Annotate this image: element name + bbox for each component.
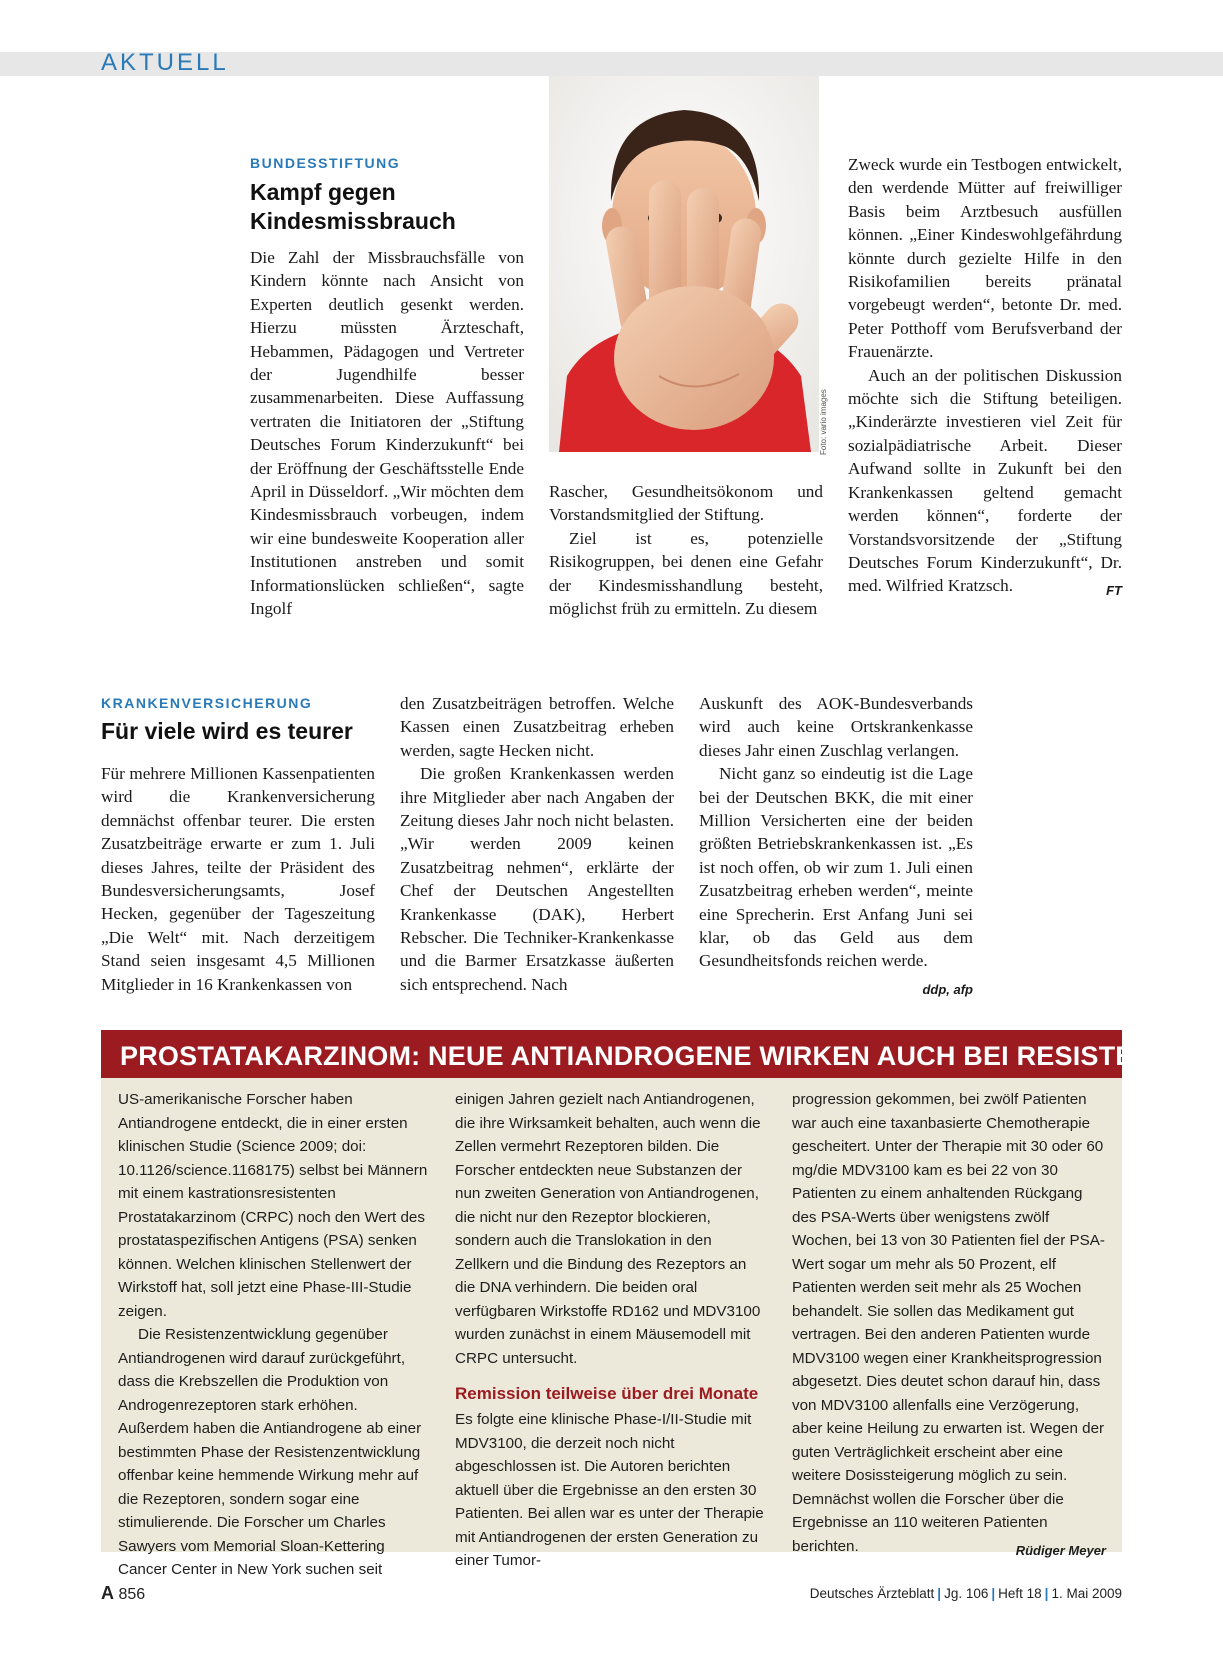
section-label: AKTUELL — [101, 49, 229, 76]
article1-column-1 — [250, 246, 524, 624]
journal-issue: Heft 18 — [998, 1586, 1042, 1601]
page-number-value: 856 — [118, 1586, 146, 1603]
article-photo — [549, 76, 819, 452]
article3-col2-p2: Es folgte eine klinische Phase-I/II-Studie mit MDV3100, die derzeit noch nicht abgeschlossen ist. Die Autoren berichten aktuell über die Ergebnisse an den ersten 30 Patienten. Bei allen war es unter der Therapie mit Antiandrogenen der ersten Generation zu einer Tumor- — [455, 1411, 764, 1569]
article2-col3-p1: Auskunft des AOK-Bundesverbands wird auch keine Ortskrankenkasse dieses Jahr einen Zuschlag verlangen. — [699, 694, 973, 760]
article3-col3-text: progression gekommen, bei zwölf Patienten war auch eine taxanbasierte Chemotherapie gescheitert. Unter der Therapie mit 30 oder 60 mg/die MDV3100 kam es bei 22 von 30 Patienten zu einem anhaltenden Rückgang des PSA-Werts über wenigstens zwölf Wochen, bei 13 von 30 Patienten fiel der PSA-Wert sogar um mehr als 50 Prozent, elf Patienten werden seit mehr als 25 Wochen behandelt. Sie sollen das Medikament gut vertragen. Bei den anderen Patienten wurde MDV3100 wegen einer Krankheitsprogression abgesetzt. Dies deutet schon darauf hin, dass von MDV3100 allenfalls eine Verzögerung, aber keine Heilung zu erwarten ist. Wegen der guten Verträglichkeit erscheint aber eine weitere Dosissteigerung möglich zu sein. Demnächst wollen die Forscher über die Ergebnisse an 110 weiteren Patienten berichten. — [792, 1091, 1105, 1555]
journal-volume: Jg. 106 — [944, 1586, 989, 1601]
article3-signature: Rüdiger Meyer — [1015, 1542, 1106, 1558]
article1-title-line1: Kampf gegen — [250, 179, 396, 205]
footer-separator: | — [937, 1586, 942, 1601]
article2-col2-p2: Die großen Krankenkassen werden ihre Mitglieder aber nach Angaben der Zeitung dieses Jahr noch nicht belasten. „Wir werden 2009 keinen Zusatzbeitrag nehmen“, erklärte der Chef der Deutschen Angestellten Krankenkasse (DAK), Herbert Rebscher. Die Techniker-Krankenkasse und die Barmer Ersatzkasse äußerten sich entsprechend. Nach — [400, 764, 674, 994]
article2-col1-text: Für mehrere Millionen Kassenpatienten wird die Krankenversicherung demnächst offenbar teurer. Die ersten Zusatzbeiträge erwarte er zum 1. Juli dieses Jahres, teilte der Präsident des Bundesversicherungsamts, Josef Hecken, gegenüber der Tageszeitung „Die Welt“ mit. Nach derzeitigem Stand seien insgesamt 4,5 Millionen Mitglieder in 16 Krankenkassen von — [101, 764, 375, 994]
article1-col3-p2-wrap — [848, 364, 1122, 598]
article1-kicker: BUNDESSTIFTUNG — [250, 155, 401, 171]
article3-column-1 — [118, 1088, 432, 1578]
article2-col3-p2-wrap — [699, 762, 973, 997]
article1-column-3 — [848, 153, 1122, 625]
article1-title-line2: Kindesmissbrauch — [250, 208, 456, 234]
journal-footer — [810, 1586, 1122, 1601]
article2-column-3 — [699, 692, 973, 998]
article3-col3-wrap — [792, 1088, 1106, 1558]
article2-title: Für viele wird es teurer — [101, 718, 353, 744]
article3-col1-p1: US-amerikanische Forscher haben Antiandrogene entdeckt, die in einer ersten klinischen Studie (Science 2009; doi: 10.1126/science.1168175) selbst bei Männern mit einem kastrationsresistenten Prostatakarzinom (CRPC) noch den Wert des prostataspezifischen Antigens (PSA) senken können. Welchen klinischen Stellenwert der Wirkstoff hat, soll jetzt eine Phase-III-Studie zeigen. — [118, 1091, 428, 1320]
footer-separator: | — [1044, 1586, 1049, 1601]
article2-signature: ddp, afp — [922, 981, 973, 997]
page-prefix: A — [101, 1583, 114, 1603]
article1-signature: FT — [1106, 583, 1122, 599]
article3-column-2 — [455, 1088, 769, 1569]
page-number — [101, 1583, 145, 1604]
article3-column-3 — [792, 1088, 1106, 1558]
article1-col2-p1: Rascher, Gesundheitsökonom und Vorstandsmitglied der Stiftung. — [549, 482, 823, 525]
journal-name: Deutsches Ärzteblatt — [809, 1586, 935, 1601]
article3-col2-p1: einigen Jahren gezielt nach Antiandrogenen, die ihre Wirksamkeit behalten, auch wenn die Zellen vermehrt Rezeptoren bilden. Die Forscher entdeckten neue Substanzen der nun zweiten Generation von Antiandrogenen, die nicht nur den Rezeptor blockieren, sondern auch die Translokation in den Zellkern und die Bindung des Rezeptors an die DNA verhindern. Die beiden oral verfügbaren Wirkstoffe RD162 und MDV3100 wurden zunächst in einem Mäusemodell mit CRPC untersucht. — [455, 1091, 761, 1367]
article2-column-2 — [400, 692, 674, 998]
footer-separator: | — [991, 1586, 996, 1601]
boy-hand-photo — [549, 76, 819, 452]
article2-col3-p2: Nicht ganz so eindeutig ist die Lage bei der Deutschen BKK, die mit einer Million Versicherten eine der beiden größten Betriebskrankenkassen ist. „Es ist noch offen, ob wir zum 1. Juli einen Zusatzbeitrag erheben werden“, meinte eine Sprecherin. Erst Anfang Juni sei klar, ob das Geld aus dem Gesundheitsfonds reichen werde. — [699, 764, 973, 971]
journal-date: 1. Mai 2009 — [1051, 1586, 1122, 1601]
article2-col2-p1: den Zusatzbeiträgen betroffen. Welche Kassen einen Zusatzbeitrag erheben werden, sagte Hecken nicht. — [400, 694, 674, 760]
photo-credit: Foto: vario images — [819, 389, 828, 455]
article1-col1-text: Die Zahl der Missbrauchsfälle von Kindern könnte nach Ansicht von Experten deutlich gesenkt werden. Hierzu müssten Ärzteschaft, Hebammen, Pädagogen und Vertreter der Jugendhilfe besser zusammenarbeiten. Diese Auffassung vertraten die Initiatoren der „Stiftung Deutsches Forum Kinderzukunft“ bei der Eröffnung der Geschäftsstelle Ende April in Düsseldorf. „Wir möchten dem Kindesmissbrauch vorbeugen, indem wir eine bundesweite Kooperation aller Institutionen anstreben und somit Informationslücken schließen“, sagte Ingolf — [250, 248, 524, 619]
article1-col3-p2: Auch an der politischen Diskussion möchte sich die Stiftung beteiligen. „Kinderärzte investieren viel Zeit für sozialpädiatrische Arbeit. Dieser Aufwand sollte in Zukunft bei den Krankenkassen geltend gemacht werden können“, forderte der Vorstandsvorsitzende der „Stiftung Deutsches Forum Kinderzukunft“, Dr. med. Wilfried Kratzsch. — [848, 365, 1122, 596]
article1-title — [250, 178, 530, 236]
article1-column-2 — [549, 480, 823, 625]
article1-col3-p1: Zweck wurde ein Testbogen entwickelt, den werdende Mütter auf freiwilliger Basis beim Arztbesuch ausfüllen können. „Einer Kindeswohlgefährdung könnte durch gezielte Hilfe in den Risikofamilien bereits pränatal vorgebeugt werden“, betonte Dr. med. Peter Potthoff vom Berufsverband der Frauenärzte. — [848, 155, 1122, 362]
article1-col2-p2: Ziel ist es, potenzielle Risikogruppen, bei denen eine Gefahr der Kindesmisshandlung besteht, möglichst früh zu ermitteln. Zu diesem — [549, 528, 823, 619]
article2-column-1 — [101, 762, 375, 998]
article2-kicker: KRANKENVERSICHERUNG — [101, 695, 313, 711]
article3-col1-p2: Die Resistenzentwicklung gegenüber Antiandrogenen wird darauf zurückgeführt, dass die Krebszellen die Produktion von Androgenrezeptoren stark erhöhen. Außerdem haben die Antiandrogene ab einer bestimmten Phase der Resistenzentwicklung offenbar keine hemmende Wirkung mehr auf die Rezeptoren, sondern sogar eine stimulierende. Die Forscher um Charles Sawyers vom Memorial Sloan-Kettering Cancer Center in New York suchen seit — [118, 1326, 422, 1578]
prostate-box-title: PROSTATAKARZINOM: NEUE ANTIANDROGENE WIRKEN AUCH BEI RESISTENZ — [120, 1041, 1170, 1071]
article3-subhead: Remission teilweise über drei Monate — [455, 1384, 759, 1403]
